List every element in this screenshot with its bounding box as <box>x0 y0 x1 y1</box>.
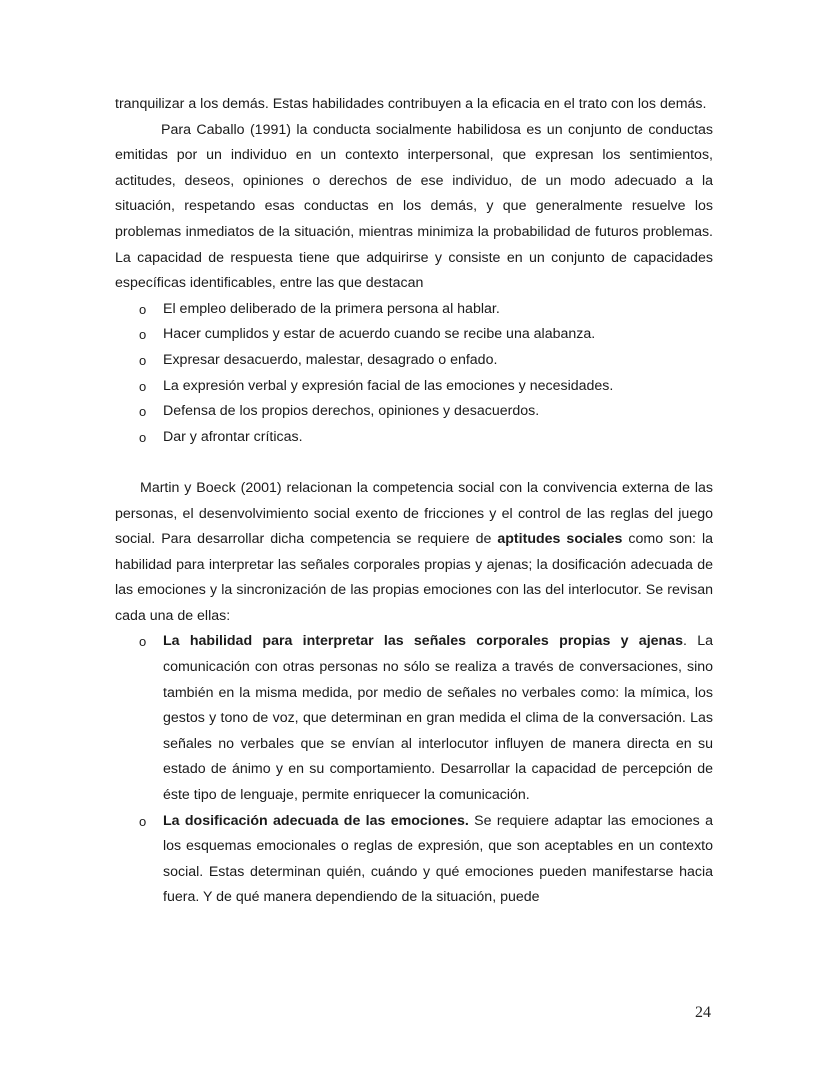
paragraph-continuation: tranquilizar a los demás. Estas habilidades contribuyen a la eficacia en el trato con los demás. <box>115 96 707 112</box>
list-item: o Defensa de los propios derechos, opiniones y desacuerdos. <box>115 399 713 425</box>
bullet-circle-icon: o <box>139 813 147 829</box>
bullet-circle-icon: o <box>139 429 147 445</box>
list-item: o Hacer cumplidos y estar de acuerdo cuando se recibe una alabanza. <box>115 322 713 348</box>
aptitude-title: La habilidad para interpretar las señales corporales propias y ajenas <box>163 633 683 650</box>
list-item: o Expresar desacuerdo, malestar, desagrado o enfado. <box>115 348 713 374</box>
bullet-circle-icon: o <box>139 378 147 394</box>
bullet-circle-icon: o <box>139 634 147 650</box>
bullet-circle-icon: o <box>139 352 147 368</box>
bullet-circle-icon: o <box>139 404 147 420</box>
page-number: 24 <box>695 1004 711 1021</box>
bullet-circle-icon: o <box>139 327 147 343</box>
document-page <box>115 92 713 911</box>
list-item: o La expresión verbal y expresión facial de las emociones y necesidades. <box>115 374 713 400</box>
list-item: o La habilidad para interpretar las señales corporales propias y ajenas. La comunicación con otras personas no sólo se realiza a través de conversaciones, sino también en la misma medida, por medio de señales no verbales como: la mímica, los gestos y tono de voz, que determinan en gran medida el clima de la conversación. Las señales no verbales que se envían al interlocutor influyen de manera directa en su estado de ánimo y en su comportamiento. Desarrollar la capacidad de percepción de éste tipo de lenguaje, permite enriquecer la comunicación. <box>115 629 713 808</box>
capacities-list <box>115 297 713 451</box>
paragraph-caballo: Para Caballo (1991) la conducta socialmente habilidosa es un conjunto de conductas emitidas por un individuo en un contexto interpersonal, que expresan los sentimientos, actitudes, deseos, opiniones o derechos de ese individuo, de un modo adecuado a la situación, respetando esas conductas en los demás, y que generalmente resuelve los problemas inmediatos de la situación, mientras minimiza la probabilidad de futuros problemas. La capacidad de respuesta tiene que adquirirse y consiste en un conjunto de capacidades específicas identificables, entre las que destacan <box>115 121 713 292</box>
list-item: o La dosificación adecuada de las emociones. Se requiere adaptar las emociones a los esquemas emocionales o reglas de expresión, que son aceptables en un contexto social. Estas determinan quién, cuándo y qué emociones pueden manifestarse hacia fuera. Y de qué manera dependiendo de la situación, puede <box>115 809 713 911</box>
spacer <box>115 450 713 476</box>
aptitude-title: La dosificación adecuada de las emociones. <box>163 812 469 829</box>
list-item: o El empleo deliberado de la primera persona al hablar. <box>115 297 713 323</box>
paragraph-martin-boeck: Martin y Boeck (2001) relacionan la competencia social con la convivencia externa de las personas, el desenvolvimiento social exento de fricciones y el control de las reglas del juego social. Para desarrollar dicha competencia se requiere de aptitudes sociales como son: la habilidad para interpretar las señales corporales propias y ajenas; la dosificación adecuada de las emociones y la sincronización de las propias emociones con las del interlocutor. Se revisan cada una de ellas: <box>115 479 713 624</box>
bold-term: aptitudes sociales <box>497 531 623 548</box>
list-item: o Dar y afrontar críticas. <box>115 425 713 451</box>
aptitudes-list <box>115 629 713 911</box>
bullet-circle-icon: o <box>139 301 147 317</box>
